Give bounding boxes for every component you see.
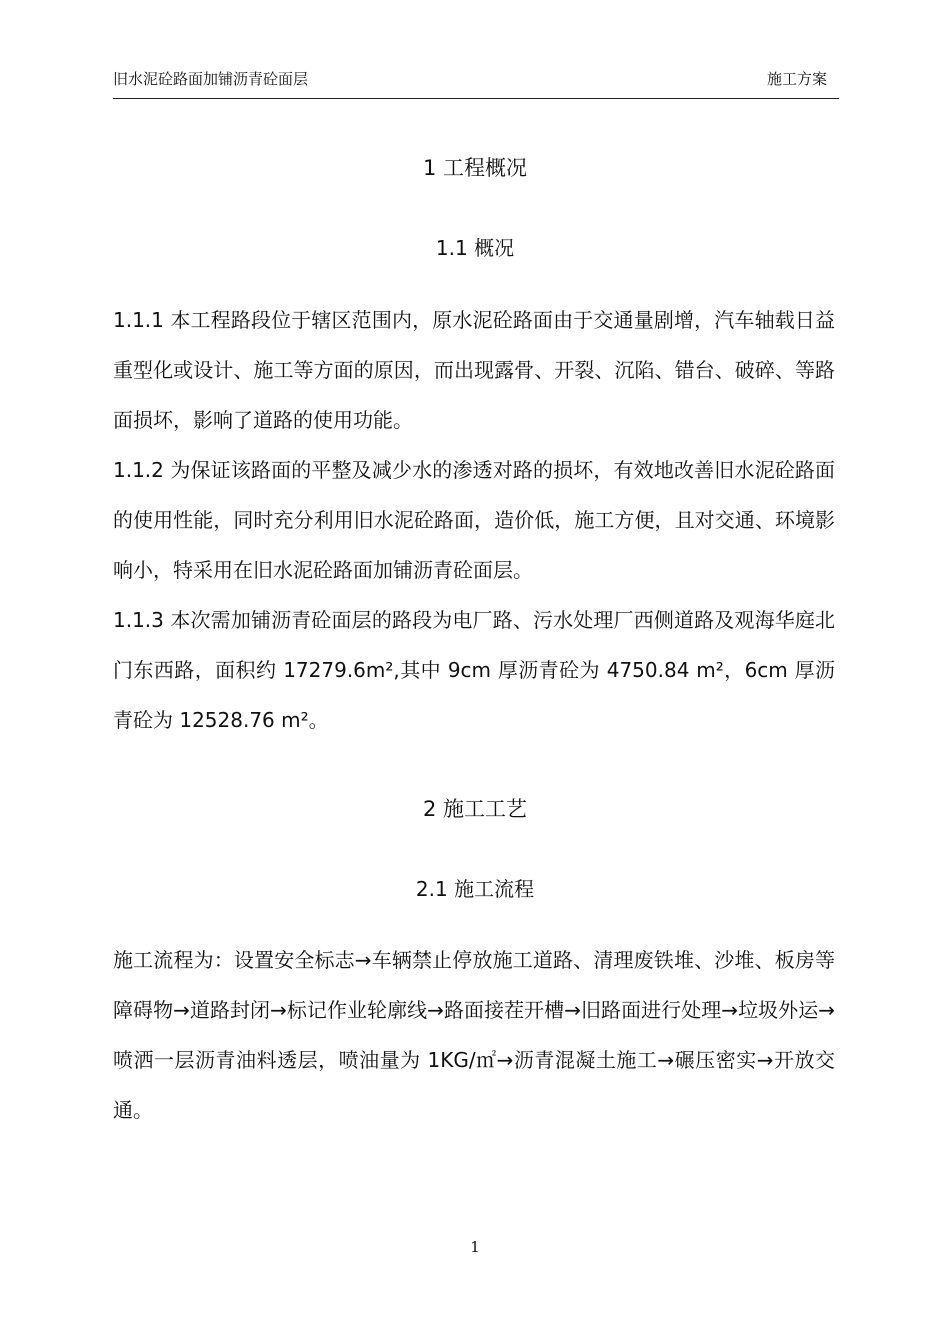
section-1-1-heading: 1.1 概况	[435, 236, 515, 260]
page-number: 1	[470, 1238, 480, 1256]
header-document-type: 施工方案	[766, 70, 827, 88]
paragraph-1-1-1: 1.1.1 本工程路段位于辖区范围内，原水泥砼路面由于交通量剧增，汽车轴载日益重型化或设计、施工等方面的原因，而出现露骨、开裂、沉陷、错台、破碎、等路面损坏，影响了道路的使用功能。	[113, 308, 835, 432]
paragraph-1-1-2: 1.1.2 为保证该路面的平整及减少水的渗透对路的损坏，有效地改善旧水泥砼路面的使用性能，同时充分利用旧水泥砼路面，造价低，施工方便，且对交通、环境影响小，特采用在旧水泥砼路面加铺沥青砼面层。	[113, 458, 835, 582]
section-2-1-heading: 2.1 施工流程	[415, 877, 535, 901]
section-1-heading: 1 工程概况	[422, 156, 528, 180]
paragraph-1-1-3: 1.1.3 本次需加铺沥青砼面层的路段为电厂路、污水处理厂西侧道路及观海华庭北门东西路，面积约 17279.6m²,其中 9cm 厚沥青砼为 4750.84 m²，6cm 厚沥青砼为 12528.76 m²。	[113, 608, 835, 732]
page-header	[113, 68, 839, 99]
header-document-title: 旧水泥砼路面加铺沥青砼面层	[113, 70, 309, 88]
construction-flow-paragraph: 施工流程为：设置安全标志→车辆禁止停放施工道路、清理废铁堆、沙堆、板房等障碍物→道路封闭→标记作业轮廓线→路面接茬开槽→旧路面进行处理→垃圾外运→喷洒一层沥青油料透层，喷油量为 1KG/㎡→沥青混凝土施工→碾压密实→开放交通。	[113, 948, 835, 1122]
section-2-heading: 2 施工工艺	[422, 797, 528, 821]
